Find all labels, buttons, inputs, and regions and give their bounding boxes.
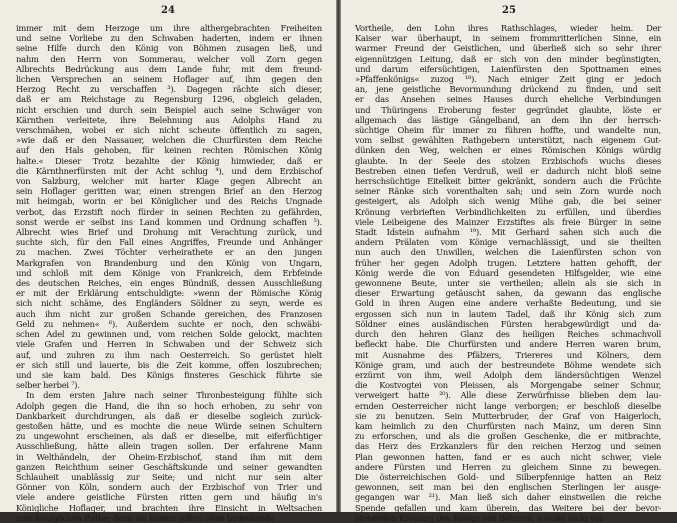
text-line: Die österreichischen Gold- und Silberpfennige hatten an Reiz bbox=[355, 471, 661, 482]
text-line: Albrecht wies Brief und Drohung mit Verachtung zurück, und bbox=[16, 227, 322, 238]
text-line: das Herz des Erzkanzlers für den reichen Herzog und seinen bbox=[355, 441, 661, 452]
text-line: ergossen sich nun in lautem Tadel, daß ihr König sich zum bbox=[355, 308, 661, 319]
text-line: kam heimlich zu den Churfürsten nach Mainz, um deren Sinn bbox=[355, 420, 661, 431]
text-line: stehenden Krönung des Königs von Böhmen, welche nicht vor bbox=[355, 512, 604, 523]
text-line: Herzog Recht zu verschaffen ³). Dagegen rächte sich dieser, bbox=[16, 84, 322, 95]
text-line: und Thüringens Eroberung fester gegründet glaubte, löste er bbox=[355, 104, 661, 115]
text-line: Vortheile, den Lohn ihres Rathschlages, wieder heim. Der bbox=[355, 23, 661, 33]
text-line: dieser Erwartung getäuscht sahen, da gewann das englische bbox=[355, 288, 661, 299]
text-line: seiner Ränke sich vorenthalten sah; und sein Zorn wurde noch bbox=[355, 186, 661, 197]
text-line: lichen Versprechen an seinem Hoflager auf, ihm gegen den bbox=[16, 74, 322, 85]
text-line: seine Hilfe durch den König von Böhmen zusagen ließ, und bbox=[16, 43, 322, 54]
text-line: gewonnen, seit man bei den englischen Sterlingen ler ausge- bbox=[355, 482, 661, 493]
text-line: viele Leibeigene des Mainzer Erzstiftes als freie Bürger in seine bbox=[355, 216, 661, 227]
text-line: allgemach das lästige Gängelband, an dem ihn der herrsch- bbox=[355, 114, 661, 125]
text-line: mit heimgab, worin er bei Königlicher und des Reichs Ungnade bbox=[16, 196, 322, 207]
text-line: Kaiser war überhaupt, in seinem frommritterlichen Sinne, ein bbox=[355, 33, 661, 44]
text-line: auch ihm nicht zur großen Schande gereichen, des Franzosen bbox=[16, 308, 322, 319]
text-line: zu machen. Zwei Töchter verheirathete er an den jungen bbox=[16, 247, 322, 258]
text-line: sein Hoflager geritten war, einen strengen Brief an den Herzog bbox=[16, 186, 322, 197]
text-line: und sie kam bald. Des Königs finsteres Geschick führte sie bbox=[16, 369, 322, 380]
text-line: »Pfaffenkönigs« zuzog ¹⁸). Nach einiger Zeit ging er jedoch bbox=[355, 74, 661, 85]
text-line: mit Ausnahme des Pfälzers, Triereres und Kölners, dem bbox=[355, 349, 661, 360]
text-line: durch den hehren Glanz des heiligen Reiches schmachvoll bbox=[355, 329, 661, 340]
text-line: nun auch den Unwillen, welchen die Laienfürsten schon von bbox=[355, 247, 661, 258]
text-line: dünken den Weg, welchen er eines Römischen Königs würdig bbox=[355, 145, 661, 156]
text-line: gewonnene Beute, unter sie vertheilen; allein als sie sich in bbox=[355, 278, 661, 289]
text-line: eigennützigen Leitung, daß er sich von den minder begünstigten, bbox=[355, 53, 661, 64]
text-line: sie zu benutzen. Sein Mutterbruder, der Graf von Haigerloch, bbox=[355, 410, 661, 421]
text-line: Ausschließung, hätte allein tragen sollen. Der erfahrene Mann bbox=[16, 441, 322, 452]
text-line: In dem ersten Jahre nach seiner Thronbesteigung fühlte sich bbox=[26, 390, 322, 401]
text-line: gesteigert, als Adolph sich wenig Mühe gab, die bei seiner bbox=[355, 196, 661, 207]
text-line: verweigert hatte ²⁰). Alle diese Zerwürfnisse blieben dem lau- bbox=[355, 390, 661, 401]
text-line: gestoßen hätte, und es mochte die neue Würde seinen Schultern bbox=[16, 420, 322, 431]
text-line: verschmähen, wobei er sich nicht scheute öffentlich zu sagen, bbox=[16, 125, 322, 136]
text-line: er mit der Erklärung entschuldigte: »wenn der Römische König bbox=[16, 288, 322, 299]
right-page-number: 25 bbox=[502, 5, 516, 16]
text-line: Markgrafen von Brandenburg und den König von Ungarn, bbox=[16, 257, 322, 268]
text-line: daß er am Reichstage zu Regensburg 1296, obgleich geladen, bbox=[16, 94, 322, 105]
text-line: König werde die von Eduard gesendeten Hilfsgelder, wie eine bbox=[355, 267, 661, 278]
text-line: gegangen war ²¹). Man ließ sich daher einstweilen die reiche bbox=[355, 492, 661, 503]
text-line: Krönung verbrieften Verbindlichkeiten zu erfüllen, und überdies bbox=[355, 206, 661, 217]
text-line: ernden Oesterreicher nicht lange verborgen; er beschloß dieselbe bbox=[355, 400, 661, 411]
text-line: nahm den Herrn von Sommerau, welcher voll Zorn gegen bbox=[16, 53, 322, 64]
text-line: Spende gefallen und kam überein, das Weitere bei der bevor- bbox=[355, 502, 661, 513]
text-line: und darum eifersüchtigen, Laienfürsten den Spottnamen eines bbox=[355, 63, 661, 74]
text-line: Königliche Hoflager, und brachten ihre Einsicht in Weltsachen bbox=[16, 502, 322, 513]
text-line: Geld zu nehmen« ⁶). Außerdem suchte er noch, den schwäbi- bbox=[16, 318, 322, 329]
right-page-text bbox=[355, 23, 661, 523]
text-line: Kärnthen verleitete, ihre Belehnung aus Adolphs Hand zu bbox=[16, 114, 322, 125]
text-line: zu erforschen, und als die großen Geschenke, die er mitbrachte, bbox=[355, 431, 661, 442]
text-line: schen Adel zu gewinnen und, vom reichen Solde gelockt, machten bbox=[16, 329, 322, 340]
text-line: Söldner eines ausländischen Fürsten herabgewürdigt und da- bbox=[355, 318, 661, 329]
text-line: zum königlichen Rathe; denn sie kamen selten ohne bedeutende bbox=[16, 512, 275, 523]
text-line: sonst werde er selbst ins Land kommen und Ordnung schaffen ⁵). bbox=[16, 216, 322, 227]
text-line: und schloß mit dem Könige von Frankreich, dem Erbfeinde bbox=[16, 267, 322, 278]
text-line: warmer Freund der Geistlichen, und überließ sich so sehr ihrer bbox=[355, 43, 661, 54]
text-line: er das Ansehen seines Hauses durch eheliche Verbindungen bbox=[355, 94, 661, 105]
text-line: immer mit dem Herzoge um ihre althergebrachten Freiheiten bbox=[16, 23, 322, 33]
text-line: süchtige Oheim für immer zu führen hoffte, und wandelte nun, bbox=[355, 125, 661, 136]
text-line: des deutschen Reiches, ein enges Bündniß, dessen Ausschließung bbox=[16, 278, 322, 289]
text-line: Gönner von Köln, sondern auch der Erzbischof von Trier und bbox=[16, 482, 322, 493]
text-line: die Kostvogtei von Pleissen, als Morgengabe seiner Schnur, bbox=[355, 380, 661, 391]
text-line: herrschsüchtige Eitelkeit bitter gekränkt, sondern auch die Früchte bbox=[355, 176, 661, 187]
text-line: viele Grafen und Herren in Schwaben und der Schweiz sich bbox=[16, 339, 322, 350]
text-line: und seine Vorliebe zu den Schwaben haderten, indem er ihnen bbox=[16, 33, 322, 44]
text-line: Bestreben einen tiefen Verdruß, weil er dadurch nicht bloß seine bbox=[355, 165, 661, 176]
text-line: »wie daß er den Nassauer, welchen die Churfürsten dem Reiche bbox=[16, 135, 322, 146]
text-line: nicht erschien und durch sein Beispiel auch seine Schwäger von bbox=[16, 104, 322, 115]
left-page-text bbox=[16, 23, 322, 523]
text-line: befleckt habe. Die Churfürsten und andere Herren waren brum, bbox=[355, 339, 661, 350]
text-line: Stadt Idstein aufnahm ¹⁹). Mit Gerhard sahen sich auch die bbox=[355, 227, 661, 238]
text-line: verbot, das Erzstift noch fürder in seinen Rechten zu gefährden, bbox=[16, 206, 322, 217]
text-line: ganzen Reichthum seiner Geschäftskunde und seiner gewandten bbox=[16, 461, 322, 472]
text-line: Schlauheit unablässig zur Seite; und nicht nur sein alter bbox=[16, 471, 322, 482]
text-line: glaubte. In der Seele des stolzen Erzbischofs wuchs dieses bbox=[355, 155, 661, 166]
text-line: an, jene geistliche Bevormundung drückend zu finden, und seit bbox=[355, 84, 661, 95]
text-line: auf den Hals gehoben, für keinen rechten Römischen König bbox=[16, 145, 322, 156]
text-line: auf, und zuhren zu ihm nach Oesterreich. So gerüstet hielt bbox=[16, 349, 322, 360]
text-line: früher her gegen Adolph trugen. Letztere hatten gehofft, der bbox=[355, 257, 661, 268]
text-line: andern Prälaten vom Könige vernachlässigt, und sie theilten bbox=[355, 237, 661, 248]
text-line: Gold in ihren Augen eine andere verhaßte Bedeutung, und sie bbox=[355, 298, 661, 309]
text-line: vom selbst gewählten Rathgebern unterstützt, nach eigenem Gut- bbox=[355, 135, 661, 146]
text-line: Könige gram, und auch der bestreundete Böhme wendete sich bbox=[355, 359, 661, 370]
left-page-number: 24 bbox=[161, 5, 175, 16]
text-line: erzürnt von ihm, weil Adolph dem ländersüchtigen Wenzel bbox=[355, 369, 661, 380]
text-line: in Welthändeln, der Oheim-Erzbischof, stand ihm mit dem bbox=[16, 451, 322, 462]
text-line: Plan gewonnen hatten, fand er es auch nicht schwer, viele bbox=[355, 451, 661, 462]
text-line: Dankbarkeit durchdrungen, als daß er dieselbe sogleich zurück- bbox=[16, 410, 322, 421]
text-line: andere Fürsten und Herren zu gleichem Sinne zu bewegen. bbox=[355, 461, 661, 472]
text-line: zu ungewohnt erscheinen, als daß er dieselbe, mit eiferfüchtiger bbox=[16, 431, 322, 442]
text-line: viele andere geistliche Fürsten ritten gern und häufig in's bbox=[16, 492, 322, 503]
text-line: Albrechts Bedrückung aus dem Lande fuhr, mit dem freund- bbox=[16, 63, 322, 74]
text-line: suchte sich, für den Fall eines Angriffes, Freunde und Anhänger bbox=[16, 237, 322, 248]
right-page bbox=[341, 0, 677, 523]
text-line: er sich still und lauerte, bis die Zeit komme, offen loszubrechen; bbox=[16, 359, 322, 370]
text-line: halte.« Dieser Trotz bezahlte der König himwieder, daß er bbox=[16, 155, 322, 166]
text-line: sich nicht schäme, des Engländers Söldner zu seyn, werde es bbox=[16, 298, 322, 309]
text-line: die Kärnthnerfürsten mit der Acht schlug ⁴), und dem Erzbischof bbox=[16, 165, 322, 176]
left-page bbox=[0, 0, 336, 523]
text-line: selber herbei ⁷). bbox=[16, 380, 80, 391]
text-line: Adolph gegen die Hand, die ihn so hoch erhoben, zu sehr von bbox=[16, 400, 322, 411]
text-line: von Salzburg, welcher mit harter Klage gegen Albrecht an bbox=[16, 176, 322, 187]
